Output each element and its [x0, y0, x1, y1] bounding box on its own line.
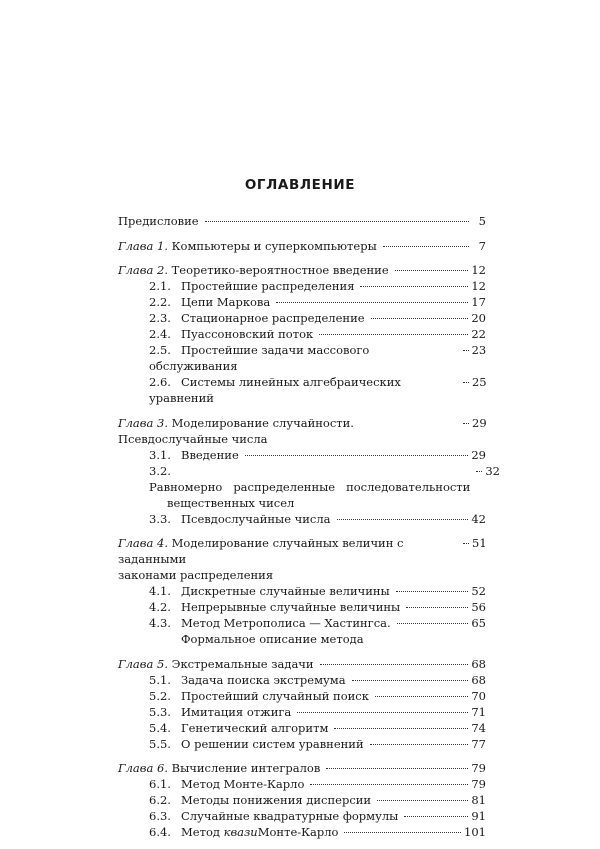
leader-dots: [344, 831, 461, 833]
toc-section-2-6[interactable]: [118, 374, 486, 406]
toc-section-6-3[interactable]: [118, 808, 486, 824]
chapter-prefix: Глава 6.: [118, 761, 168, 775]
section-number: 5.4.: [149, 720, 171, 735]
toc-chapter-3[interactable]: [118, 415, 486, 447]
toc-section-4-3[interactable]: [118, 615, 486, 647]
page-number: 12: [471, 263, 486, 277]
toc-entry-title-wrap: [149, 808, 401, 824]
section-title: Метод Метрополиса — Хастингса.: [181, 616, 391, 630]
leader-dots: [352, 679, 469, 681]
page-number: 17: [471, 295, 486, 309]
page-number: 22: [471, 327, 486, 341]
leader-dots: [334, 727, 468, 729]
page-number: 74: [471, 720, 486, 735]
leader-dots: [370, 743, 469, 745]
section-number: 5.2.: [149, 688, 171, 703]
section-number: 6.3.: [149, 809, 171, 823]
toc-entry-title: Предисловие: [118, 214, 199, 228]
toc-section-3-3[interactable]: [118, 511, 486, 527]
page-number: 56: [471, 600, 486, 614]
leader-dots: [326, 767, 468, 769]
toc-chapter-5[interactable]: [118, 656, 486, 672]
section-title: Равномерно распределенные последовательности: [149, 479, 471, 494]
section-title: Случайные квадратурные формулы: [181, 809, 399, 823]
page-number: 23: [471, 343, 487, 357]
toc-section-4-1[interactable]: [118, 583, 486, 599]
toc-entry-title-wrap: [149, 278, 357, 294]
section-number: 4.1.: [149, 584, 171, 598]
leader-dots: [463, 542, 469, 544]
page-number: 25: [471, 375, 487, 389]
section-title: Задача поиска экстремума: [181, 672, 346, 687]
section-number: 2.2.: [149, 295, 171, 309]
toc-entry-preface[interactable]: [118, 213, 486, 229]
page-number: 68: [471, 656, 486, 671]
toc-section-2-5[interactable]: [118, 342, 486, 374]
toc-entry-title-wrap: [118, 415, 460, 447]
toc-entry-title-wrap: [149, 342, 460, 374]
leader-dots: [395, 269, 469, 271]
toc-entry-title-wrap: [149, 704, 294, 720]
page-number: 91: [471, 809, 486, 823]
toc-group-chapter-2: [118, 262, 486, 406]
toc-entry-title-wrap: [149, 720, 331, 736]
toc-entry-title-wrap: [149, 511, 334, 527]
toc-section-5-4[interactable]: [118, 720, 486, 736]
section-title: Простейшие задачи массового обслуживания: [149, 343, 370, 373]
chapter-title: Теоретико-вероятностное введение: [171, 263, 389, 277]
page-number: 65: [471, 616, 486, 630]
toc-section-5-1[interactable]: [118, 672, 486, 688]
leader-dots: [319, 333, 468, 335]
toc-entry-title-wrap: [149, 736, 367, 752]
leader-dots: [463, 349, 469, 351]
section-title: Генетический алгоритм: [181, 720, 329, 735]
section-number: 6.2.: [149, 793, 171, 807]
toc-section-2-3[interactable]: [118, 310, 486, 326]
leader-dots: [375, 695, 468, 697]
toc-chapter-4[interactable]: [118, 535, 486, 583]
leader-dots: [463, 381, 469, 383]
page-number: 81: [471, 793, 486, 807]
section-title: Стационарное распределение: [181, 311, 365, 325]
leader-dots: [276, 301, 468, 303]
leader-dots: [337, 518, 469, 520]
section-number: 2.4.: [149, 327, 171, 341]
section-title-continuation: вещественных чисел: [167, 495, 295, 510]
toc-group-chapter-6: [118, 760, 486, 840]
section-title: Методы понижения дисперсии: [181, 793, 372, 807]
page-number: 70: [471, 688, 486, 703]
toc-section-6-2[interactable]: [118, 792, 486, 808]
page-number: 5: [478, 214, 486, 228]
page-number: 77: [471, 736, 486, 751]
leader-dots: [320, 663, 469, 665]
page-number: 29: [472, 415, 487, 430]
toc-entry-title-wrap: [149, 824, 341, 840]
chapter-prefix: Глава 3.: [118, 415, 168, 430]
toc-section-5-5[interactable]: [118, 736, 486, 752]
section-title: Имитация отжига: [181, 704, 292, 719]
leader-dots: [245, 454, 469, 456]
toc-entry-title-wrap: [149, 463, 473, 511]
chapter-title: Вычисление интегралов: [171, 761, 321, 775]
toc-group-preface: [118, 213, 486, 229]
page-number: 12: [471, 279, 486, 293]
toc-chapter-1[interactable]: [118, 238, 486, 254]
toc-heading: ОГЛАВЛЕНИЕ: [244, 177, 356, 193]
chapter-title-line: [118, 535, 457, 567]
chapter-prefix: Глава 4.: [118, 536, 168, 550]
toc-section-2-2[interactable]: [118, 294, 486, 310]
section-title: Непрерывные случайные величины: [181, 600, 401, 614]
section-title: Метод Монте-Карло: [181, 777, 305, 791]
toc-section-5-3[interactable]: [118, 704, 486, 720]
page-number: 51: [472, 536, 487, 550]
page-number: 29: [471, 447, 486, 462]
leader-dots: [404, 815, 468, 817]
page-number: 7: [478, 238, 486, 253]
page-number: 42: [471, 511, 486, 526]
toc-section-5-2[interactable]: [118, 688, 486, 704]
toc-entry-title-wrap: [149, 792, 374, 808]
page-number: 52: [471, 584, 486, 598]
section-title-continuation: Формальное описание метода: [181, 632, 364, 646]
section-title: Введение: [181, 447, 239, 462]
section-number: 2.1.: [149, 279, 171, 293]
leader-dots: [371, 317, 469, 319]
section-number: 5.5.: [149, 736, 171, 751]
chapter-title: Моделирование случайных величин с заданными: [118, 536, 404, 566]
leader-dots: [476, 470, 482, 472]
section-number: 5.3.: [149, 704, 171, 719]
toc-section-3-2[interactable]: [118, 463, 500, 511]
toc-entry-title-wrap: [118, 535, 460, 583]
page-number: 79: [471, 761, 486, 775]
chapter-title-continuation: законами распределения: [118, 568, 274, 582]
toc-entry-title-wrap: [149, 776, 307, 792]
leader-dots: [310, 783, 468, 785]
section-number: 6.4.: [149, 825, 171, 839]
section-number: 2.3.: [149, 311, 171, 325]
section-number: 3.3.: [149, 511, 171, 526]
toc-group-chapter-4: [118, 535, 486, 647]
chapter-prefix: Глава 2.: [118, 263, 168, 277]
toc-entry-title-wrap: [149, 688, 372, 704]
toc-entry-title-wrap: [149, 615, 394, 647]
toc-entry-title-wrap: [149, 326, 316, 342]
chapter-prefix: Глава 5.: [118, 656, 168, 671]
section-title: Псевдослучайные числа: [181, 511, 331, 526]
toc-entry-title-wrap: [149, 447, 242, 463]
section-title: Простейшие распределения: [181, 279, 355, 293]
section-number: 3.2.: [149, 463, 171, 478]
page-number: 79: [471, 777, 486, 791]
leader-dots: [377, 799, 468, 801]
toc-chapter-2[interactable]: [118, 262, 486, 278]
chapter-title: Компьютеры и суперкомпьютеры: [171, 238, 377, 253]
section-title: Цепи Маркова: [181, 295, 271, 309]
section-title-a: Метод: [181, 825, 220, 839]
section-number: 3.1.: [149, 447, 171, 462]
section-number: 5.1.: [149, 672, 171, 687]
toc-chapter-6[interactable]: [118, 760, 486, 776]
toc-section-6-4[interactable]: [118, 824, 486, 840]
section-number: 2.6.: [149, 375, 171, 389]
section-title: О решении систем уравнений: [181, 736, 364, 751]
toc-section-3-1[interactable]: [118, 447, 486, 463]
leader-dots: [297, 711, 468, 713]
toc-entry-title-wrap: [149, 599, 403, 615]
toc-group-chapter-5: [118, 656, 486, 752]
leader-dots: [396, 590, 469, 592]
section-number: 4.3.: [149, 616, 171, 630]
leader-dots: [205, 220, 469, 222]
section-title-c: Монте-Карло: [257, 825, 339, 839]
page-number: 32: [485, 463, 500, 478]
toc-entry-title-wrap: [149, 374, 460, 406]
toc-entry-title-wrap: [118, 262, 392, 278]
toc-section-2-1[interactable]: [118, 278, 486, 294]
toc-entry-title-wrap: [149, 672, 349, 688]
section-title: Системы линейных алгебраических уравнений: [149, 375, 401, 405]
toc-entry-title-wrap: [149, 294, 273, 310]
toc-entry-title-wrap: [149, 583, 393, 599]
section-title-line: [149, 615, 391, 631]
section-number: 4.2.: [149, 600, 171, 614]
section-title: Простейший случайный поиск: [181, 688, 369, 703]
toc-group-chapter-1: [118, 238, 486, 254]
page-number: 101: [464, 825, 486, 839]
toc-entry-title-wrap: [149, 310, 368, 326]
leader-dots: [360, 285, 468, 287]
chapter-prefix: Глава 1.: [118, 238, 168, 253]
page-number: 20: [471, 311, 486, 325]
section-title-line: [149, 463, 470, 495]
section-title: Пуассоновский поток: [181, 327, 314, 341]
toc-entry-title-wrap: [118, 238, 380, 254]
section-number: 2.5.: [149, 343, 171, 357]
toc-entry-title-wrap: [118, 760, 323, 776]
leader-dots: [383, 245, 469, 247]
toc-section-4-2[interactable]: [118, 599, 486, 615]
toc-section-6-1[interactable]: [118, 776, 486, 792]
toc-entry-title-wrap: [118, 656, 317, 672]
chapter-title: Моделирование случайности. Псевдослучайные числа: [118, 415, 354, 446]
page-number: 71: [471, 704, 486, 719]
leader-dots: [406, 606, 468, 608]
section-title: Дискретные случайные величины: [181, 584, 390, 598]
chapter-title: Экстремальные задачи: [171, 656, 314, 671]
leader-dots: [397, 622, 469, 624]
toc-group-chapter-3: [118, 415, 500, 527]
leader-dots: [463, 422, 469, 424]
section-title-italic: квази: [223, 825, 258, 839]
section-number: 6.1.: [149, 777, 171, 791]
table-of-contents: [118, 213, 500, 849]
page-number: 68: [471, 672, 486, 687]
toc-section-2-4[interactable]: [118, 326, 486, 342]
